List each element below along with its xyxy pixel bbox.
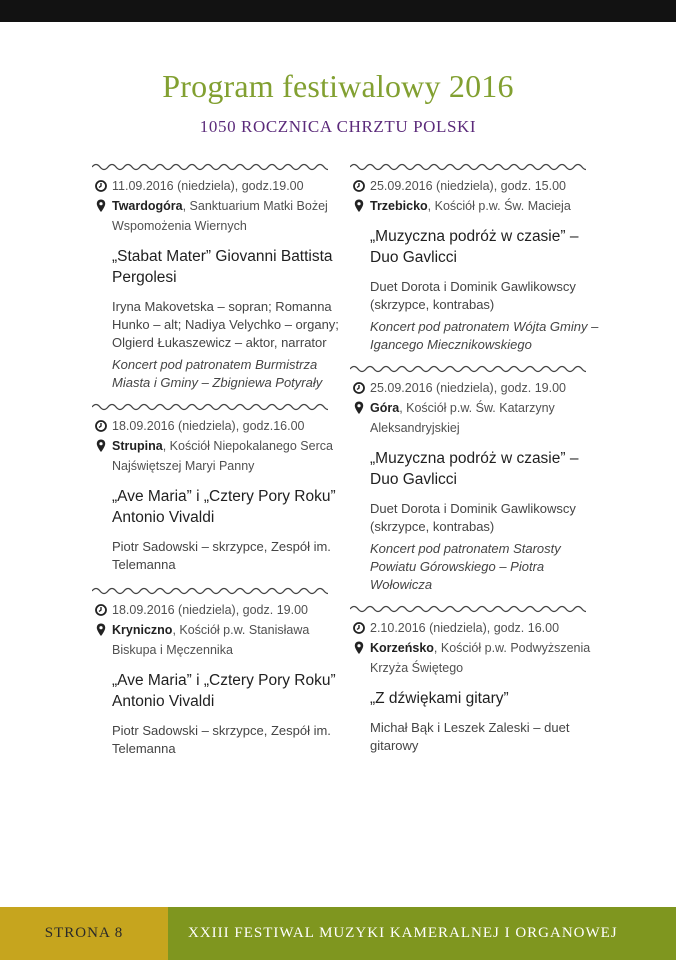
event-patron: Koncert pod patronatem Wójta Gminy – Igancego Miecznikowskiego: [370, 319, 599, 352]
map-pin-icon: [352, 196, 366, 216]
event-performers: Michał Bąk i Leszek Zaleski – duet gitarowy: [370, 720, 570, 753]
left-column: [92, 158, 342, 766]
event-performers: Iryna Makovetska – sopran; Romanna Hunko – alt; Nadiya Velychko – organy; Olgierd Łukaszewicz – aktor, narrator: [112, 299, 339, 350]
venue-details: , Kościół p.w. Podwyższenia Krzyża Świętego: [370, 641, 591, 675]
wavy-divider: [92, 398, 328, 416]
event-block: [350, 176, 600, 360]
event-venue: [350, 196, 600, 216]
venue-details: , Kościół p.w. Św. Macieja: [427, 199, 571, 213]
event-patron: Koncert pod patronatem Burmistrza Miasta i Gminy – Zbigniewa Potyrały: [112, 357, 323, 390]
wavy-divider: [350, 600, 586, 618]
event-work: „Ave Maria” i „Cztery Pory Roku” Antonio Vivaldi: [112, 488, 336, 526]
clock-icon: [94, 416, 108, 436]
page-number-label: STRONA 8: [44, 925, 124, 941]
wavy-divider: [350, 360, 586, 378]
clock-icon: [94, 176, 108, 196]
event-date-text: 25.09.2016 (niedziela), godz. 15.00: [370, 179, 566, 193]
event-performers: Piotr Sadowski – skrzypce, Zespół im. Telemanna: [112, 539, 331, 572]
event-block: [350, 618, 600, 763]
venue-name: Korzeńsko: [370, 641, 434, 655]
event-performers: Duet Dorota i Dominik Gawlikowscy (skrzypce, kontrabas): [370, 279, 576, 312]
venue-name: Kryniczno: [112, 623, 173, 637]
clock-icon: [352, 176, 366, 196]
event-date: [92, 176, 342, 196]
festival-name-label: XXIII FESTIWAL MUZYKI KAMERALNEJ I ORGANOWEJ: [188, 925, 618, 941]
event-venue: [350, 398, 600, 438]
event-date-text: 25.09.2016 (niedziela), godz. 19.00: [370, 381, 566, 395]
venue-name: Twardogóra: [112, 199, 183, 213]
venue-details: , Kościół p.w. Św. Katarzyny Aleksandryjskiej: [370, 401, 555, 435]
event-date-text: 18.09.2016 (niedziela), godz. 19.00: [112, 603, 308, 617]
footer-festival-banner: [168, 907, 676, 960]
event-date-text: 11.09.2016 (niedziela), godz.19.00: [112, 179, 304, 193]
map-pin-icon: [352, 398, 366, 418]
page-subtitle: 1050 ROCZNICA CHRZTU POLSKI: [199, 117, 477, 136]
venue-details: , Kościół p.w. Stanisława Biskupa i Męczennika: [112, 623, 310, 657]
page-title: Program festiwalowy 2016: [162, 68, 514, 104]
event-work: „Ave Maria” i „Cztery Pory Roku” Antonio Vivaldi: [112, 672, 336, 710]
event-date: [350, 618, 600, 638]
map-pin-icon: [94, 436, 108, 456]
event-date-text: 2.10.2016 (niedziela), godz. 16.00: [370, 621, 560, 635]
event-work: „Z dźwiękami gitary”: [370, 690, 509, 707]
venue-name: Trzebicko: [370, 199, 428, 213]
venue-details: , Kościół Niepokalanego Serca Najświętszej Maryi Panny: [112, 439, 333, 473]
map-pin-icon: [352, 638, 366, 658]
event-date-text: 18.09.2016 (niedziela), godz.16.00: [112, 419, 305, 433]
event-work: „Stabat Mater” Giovanni Battista Pergolesi: [112, 248, 333, 286]
right-column: [350, 158, 600, 763]
event-date: [350, 378, 600, 398]
event-block: [350, 378, 600, 600]
map-pin-icon: [94, 620, 108, 640]
event-date: [350, 176, 600, 196]
event-block: [92, 600, 342, 766]
event-date: [92, 416, 342, 436]
clock-icon: [94, 600, 108, 620]
event-venue: [92, 620, 342, 660]
event-venue: [92, 196, 342, 236]
event-date: [92, 600, 342, 620]
wavy-divider: [350, 158, 586, 176]
venue-details: , Sanktuarium Matki Bożej Wspomożenia Wiernych: [112, 199, 328, 233]
clock-icon: [352, 378, 366, 398]
venue-name: Strupina: [112, 439, 163, 453]
event-block: [92, 416, 342, 582]
event-block: [92, 176, 342, 398]
wavy-divider: [92, 158, 328, 176]
event-work: „Muzyczna podróż w czasie” – Duo Gavlicci: [370, 450, 579, 488]
top-bar: [0, 0, 676, 22]
event-performers: Duet Dorota i Dominik Gawlikowscy (skrzypce, kontrabas): [370, 501, 576, 534]
wavy-divider: [92, 582, 328, 600]
event-work: „Muzyczna podróż w czasie” – Duo Gavlicci: [370, 228, 579, 266]
venue-name: Góra: [370, 401, 400, 415]
event-venue: [350, 638, 600, 678]
event-patron: Koncert pod patronatem Starosty Powiatu Górowskiego – Piotra Wołowicza: [370, 541, 561, 592]
event-performers: Piotr Sadowski – skrzypce, Zespół im. Telemanna: [112, 723, 331, 756]
footer-page-number: [0, 907, 168, 960]
clock-icon: [352, 618, 366, 638]
map-pin-icon: [94, 196, 108, 216]
event-venue: [92, 436, 342, 476]
